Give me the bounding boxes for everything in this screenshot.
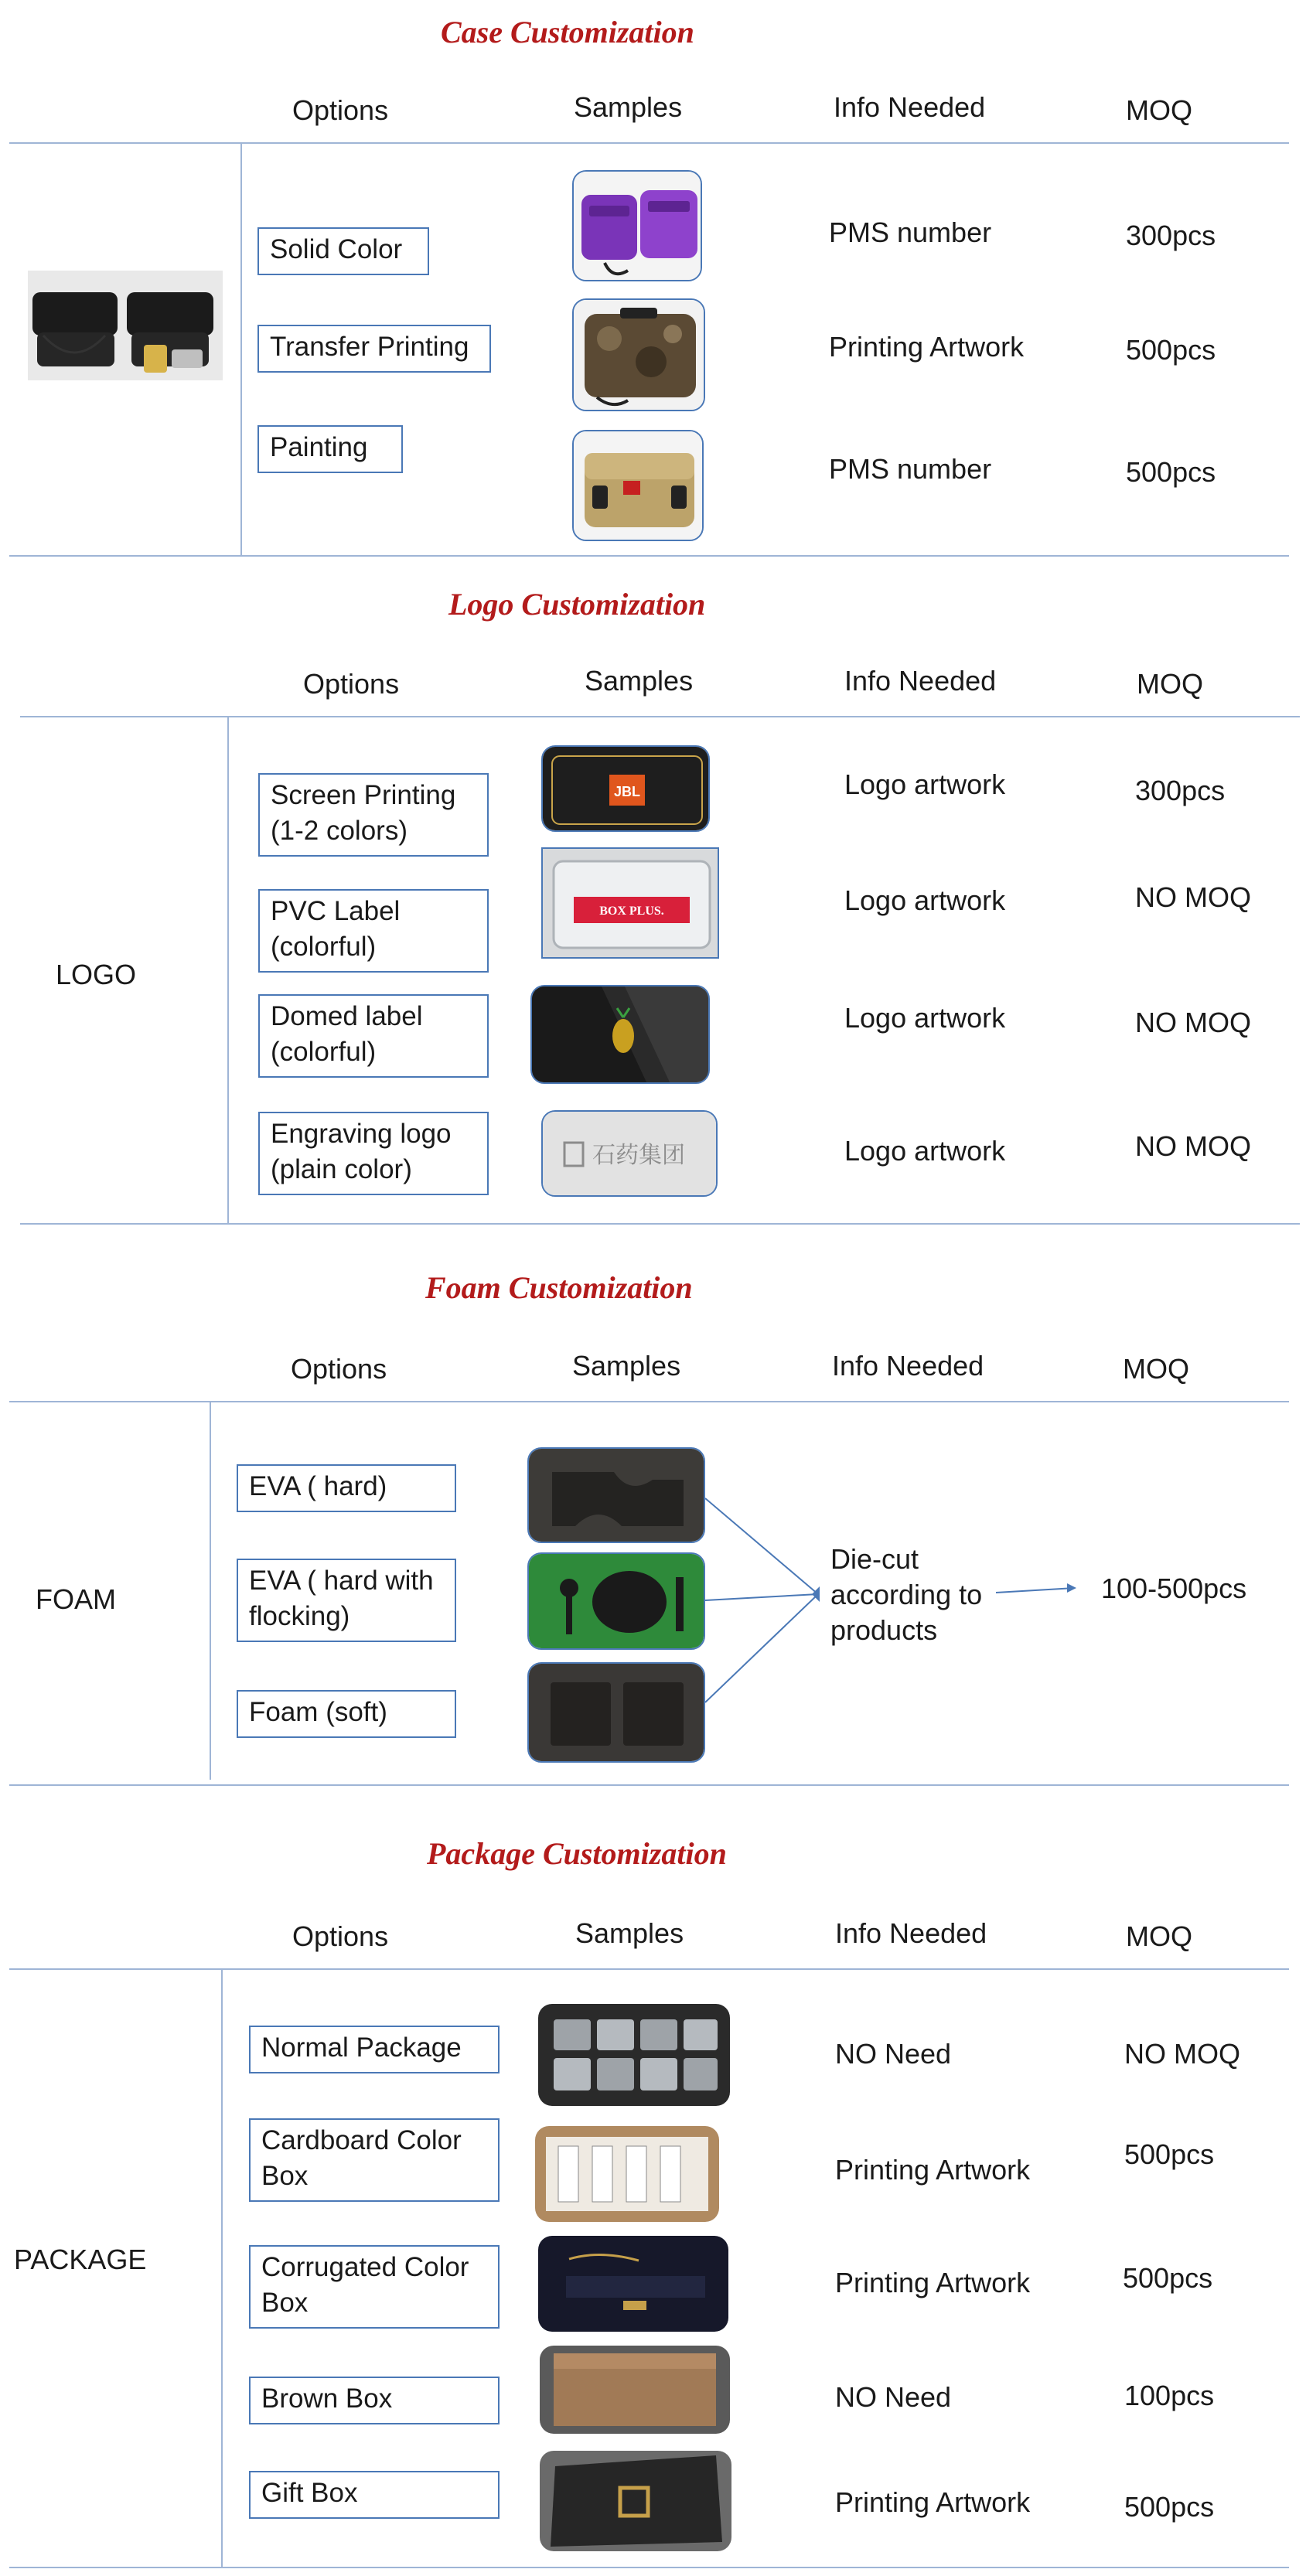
logo-sample-pvc-label-image [541, 847, 719, 959]
logo-sample-domed-label-image [530, 985, 710, 1084]
case-option-solid-color: Solid Color [257, 227, 429, 275]
logo-info-domed-label: Logo artwork [844, 1002, 1006, 1034]
logo-category-label: LOGO [56, 959, 137, 990]
foam-option-foam-soft: Foam (soft) [237, 1690, 456, 1738]
logo-sample-engrave-text: 石药集团 [592, 1142, 685, 1169]
case-section-title: Case Customization [441, 15, 694, 49]
package-info-cardboard: Printing Artwork [835, 2154, 1031, 2186]
case-info-solid-color: PMS number [829, 216, 992, 248]
package-sample-brown-box-image [540, 2346, 730, 2434]
package-option-brown-box: Brown Box [249, 2377, 500, 2424]
logo-column-divider [227, 717, 229, 1223]
logo-sample-boxplus-text: BOX PLUS. [599, 905, 664, 918]
package-header-info: Info Needed [835, 1917, 987, 1949]
case-moq-transfer-printing: 500pcs [1126, 334, 1216, 366]
foam-header-divider [9, 1401, 1289, 1402]
foam-header-info: Info Needed [832, 1350, 984, 1382]
package-info-corrugated: Printing Artwork [835, 2267, 1031, 2298]
package-sample-gift-box-image [540, 2451, 731, 2551]
foam-column-divider [210, 1402, 211, 1780]
case-moq-painting: 500pcs [1126, 456, 1216, 488]
package-option-corrugated: Corrugated Color Box [249, 2245, 500, 2329]
logo-moq-screen-printing: 300pcs [1135, 775, 1226, 806]
logo-sample-screen-printing-image [541, 745, 710, 832]
case-header-samples: Samples [574, 91, 683, 123]
package-column-divider [221, 1970, 223, 2567]
logo-header-options: Options [303, 668, 400, 700]
logo-option-pvc-label: PVC Label (colorful) [258, 889, 489, 973]
foam-option-eva-hard: EVA ( hard) [237, 1464, 456, 1512]
logo-header-moq: MOQ [1137, 668, 1203, 700]
package-header-divider [9, 1968, 1289, 1970]
case-info-painting: PMS number [829, 453, 992, 485]
logo-header-divider [20, 716, 1300, 717]
logo-info-screen-printing: Logo artwork [844, 768, 1006, 800]
case-column-divider [240, 144, 242, 555]
case-bottom-divider [9, 555, 1289, 557]
package-moq-normal: NO MOQ [1124, 2038, 1240, 2070]
case-option-transfer-printing: Transfer Printing [257, 325, 491, 373]
foam-moq-text: 100-500pcs [1101, 1573, 1247, 1604]
case-header-divider [9, 142, 1289, 144]
foam-info-text: Die-cut according to products [830, 1543, 983, 1646]
logo-sample-engraving-image [541, 1110, 718, 1197]
package-header-options: Options [292, 1920, 389, 1952]
foam-bottom-divider [9, 1784, 1289, 1786]
case-sample-painting-image [572, 430, 704, 541]
package-option-cardboard: Cardboard Color Box [249, 2118, 500, 2202]
foam-header-options: Options [291, 1353, 387, 1385]
case-sample-solid-color-image [572, 170, 702, 281]
logo-option-screen-printing: Screen Printing (1-2 colors) [258, 773, 489, 857]
logo-moq-engraving: NO MOQ [1135, 1130, 1251, 1162]
logo-info-pvc-label: Logo artwork [844, 884, 1006, 916]
logo-header-samples: Samples [585, 665, 694, 697]
foam-category-label: FOAM [36, 1583, 116, 1615]
case-header-moq: MOQ [1126, 94, 1192, 126]
package-info-normal: NO Need [835, 2038, 952, 2070]
package-option-normal: Normal Package [249, 2026, 500, 2073]
logo-moq-domed-label: NO MOQ [1135, 1007, 1251, 1038]
case-moq-solid-color: 300pcs [1126, 220, 1216, 251]
logo-bottom-divider [20, 1223, 1300, 1225]
package-option-gift-box: Gift Box [249, 2471, 500, 2519]
case-option-painting: Painting [257, 425, 403, 473]
foam-sample-foam-soft-image [527, 1662, 705, 1763]
case-info-transfer-printing: Printing Artwork [829, 331, 1025, 363]
package-info-brown-box: NO Need [835, 2381, 952, 2413]
foam-header-samples: Samples [572, 1350, 681, 1382]
foam-option-eva-flocking: EVA ( hard with flocking) [237, 1559, 456, 1642]
logo-sample-jbl-text: JBL [613, 784, 641, 799]
package-sample-normal-image [538, 2004, 730, 2106]
package-moq-gift-box: 500pcs [1124, 2491, 1215, 2523]
foam-header-moq: MOQ [1123, 1353, 1189, 1385]
logo-section-title: Logo Customization [448, 587, 706, 622]
package-sample-cardboard-image [535, 2126, 719, 2222]
case-sample-transfer-printing-image [572, 298, 705, 411]
foam-sample-eva-flocking-image [527, 1552, 705, 1650]
logo-option-engraving: Engraving logo (plain color) [258, 1112, 489, 1195]
package-header-samples: Samples [575, 1917, 684, 1949]
logo-moq-pvc-label: NO MOQ [1135, 881, 1251, 913]
package-section-title: Package Customization [427, 1836, 727, 1871]
package-sample-corrugated-image [538, 2236, 728, 2332]
package-category-label: PACKAGE [14, 2244, 147, 2275]
package-header-moq: MOQ [1126, 1920, 1192, 1952]
logo-option-domed-label: Domed label (colorful) [258, 994, 489, 1078]
case-header-info: Info Needed [834, 91, 986, 123]
foam-section-title: Foam Customization [425, 1270, 693, 1305]
package-info-gift-box: Printing Artwork [835, 2486, 1031, 2518]
package-bottom-divider [9, 2567, 1289, 2568]
package-moq-corrugated: 500pcs [1123, 2262, 1213, 2294]
foam-sample-eva-hard-image [527, 1447, 705, 1543]
logo-header-info: Info Needed [844, 665, 997, 697]
logo-info-engraving: Logo artwork [844, 1135, 1006, 1167]
package-moq-brown-box: 100pcs [1124, 2380, 1215, 2411]
package-moq-cardboard: 500pcs [1124, 2138, 1215, 2170]
case-category-image [28, 271, 223, 380]
case-header-options: Options [292, 94, 389, 126]
